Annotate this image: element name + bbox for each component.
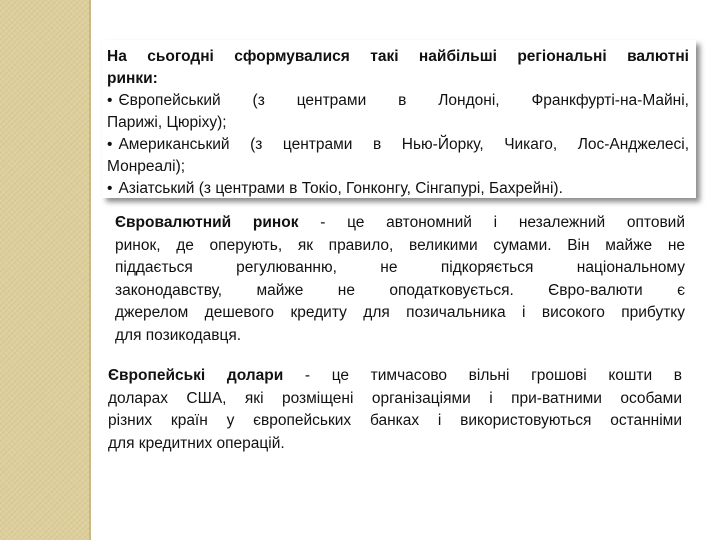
definition-line: [108, 365, 682, 388]
market-item-american-continued: Монреалі);: [107, 158, 186, 175]
regional-markets-list: [107, 46, 689, 200]
definition-line: [115, 212, 685, 235]
markets-heading-line-2: ринки:: [107, 70, 158, 87]
definition-line: різних країн у європейських банках і використовуються останніми: [108, 412, 682, 429]
market-item-european-continued: Парижі, Цюріху);: [107, 114, 227, 131]
bullet-icon: •: [107, 136, 113, 153]
definition-line: для кредитних операцій.: [108, 434, 285, 452]
definition-text: - це автономний і незалежний оптовий: [298, 214, 685, 231]
eurocurrency-market-definition: [115, 212, 685, 347]
definition-line: для позикодавця.: [115, 326, 242, 344]
definition-line: джерелом дешевого кредиту для позичальника і високого прибутку: [115, 304, 685, 321]
bullet-icon: •: [107, 92, 113, 109]
decorative-side-band: [0, 0, 89, 540]
definition-term: Європейські долари: [108, 367, 284, 384]
definition-text: - це тимчасово вільні грошові кошти в: [283, 367, 682, 384]
definition-term: Євровалютний ринок: [115, 214, 299, 231]
side-divider: [89, 0, 91, 540]
definition-line: піддається регулюванню, не підкоряється національному: [115, 259, 685, 276]
market-item-text: Американський (з центрами в Нью-Йорку, Чикаго, Лос-Анджелесі,: [118, 136, 689, 153]
market-item-text: Європейський (з центрами в Лондоні, Франкфурті-на-Майні,: [118, 92, 689, 109]
definition-line: доларах США, які розміщені організаціями і при-ватними особами: [108, 389, 682, 407]
definition-line: ринок, де оперують, як правило, великими сумами. Він майже не: [115, 236, 685, 254]
market-item-asian: [107, 178, 689, 200]
markets-heading-line-1: На сьогодні сформувалися такі найбільші регіональні валютні: [107, 48, 689, 65]
market-item-european: [107, 90, 689, 112]
definition-line: законодавству, майже не оподатковується. Євро-валюти є: [115, 281, 685, 299]
eurodollars-definition: [108, 365, 682, 455]
bullet-icon: •: [107, 180, 113, 197]
market-item-text: Азіатський (з центрами в Токіо, Гонконгу, Сінгапурі, Бахрейні).: [118, 180, 563, 197]
market-item-american: [107, 134, 689, 156]
